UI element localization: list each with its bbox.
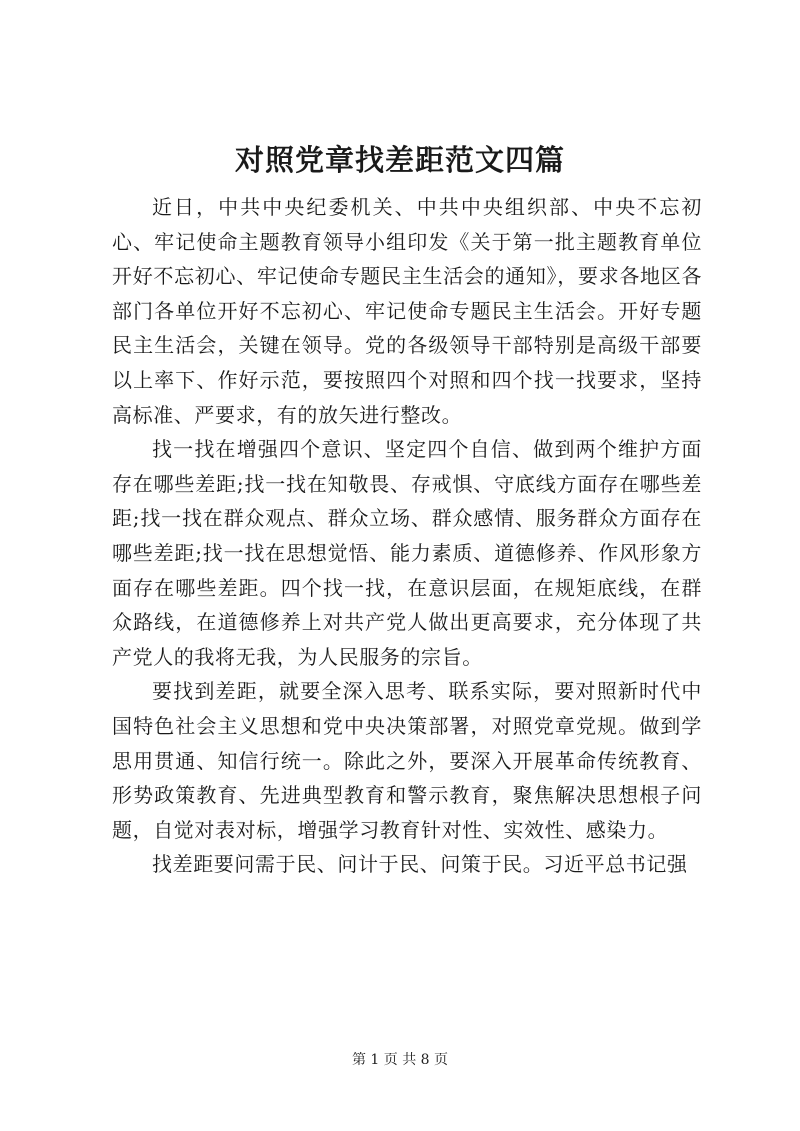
paragraph: 近日，中共中央纪委机关、中共中央组织部、中央不忘初心、牢记使命主题教育领导小组印发《关于第一批主题教育单位开好不忘初心、牢记使命专题民主生活会的通知》，要求各地区各部门各单位开好不忘初心、牢记使命专题民主生活会。开好专题民主生活会，关键在领导。党的各级领导干部特别是高级干部要以上率下、作好示范，要按照四个对照和四个找一找要求，坚持高标准、严要求，有的放矢进行整改。: [112, 195, 702, 427]
paragraph: 找差距要问需于民、问计于民、问策于民。习近平总书记强: [152, 852, 688, 877]
page-number-footer: 第 1 页 共 8 页: [351, 1052, 449, 1068]
document-body: [112, 190, 702, 882]
document-title: 对照党章找差距范文四篇: [234, 143, 565, 177]
paragraph: 找一找在增强四个意识、坚定四个自信、做到两个维护方面存在哪些差距;找一找在知敬畏、存戒惧、守底线方面存在哪些差距;找一找在群众观点、群众立场、群众感情、服务群众方面存在哪些差距;找一找在思想觉悟、能力素质、道德修养、作风形象方面存在哪些差距。四个找一找，在意识层面，在规矩底线，在群众路线，在道德修养上对共产党人做出更高要求，充分体现了共产党人的我将无我，为人民服务的宗旨。: [112, 437, 702, 669]
paragraph: 要找到差距，就要全深入思考、联系实际，要对照新时代中国特色社会主义思想和党中央决策部署，对照党章党规。做到学思用贯通、知信行统一。除此之外，要深入开展革命传统教育、形势政策教育、先进典型教育和警示教育，聚焦解决思想根子问题，自觉对表对标，增强学习教育针对性、实效性、感染力。: [112, 679, 702, 842]
